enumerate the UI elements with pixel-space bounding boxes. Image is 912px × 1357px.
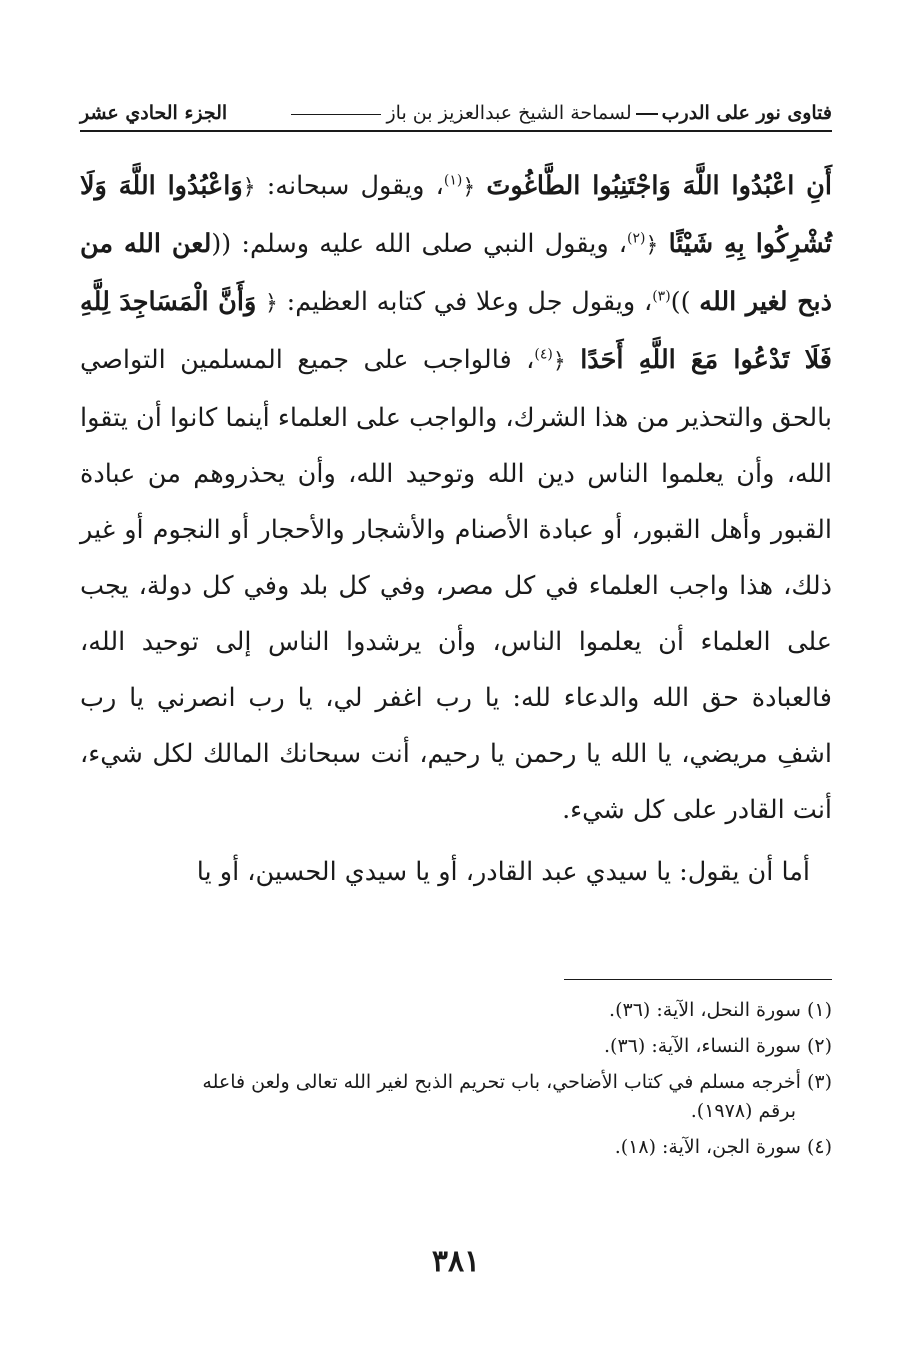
paragraph-2: أما أن يقول: يا سيدي عبد القادر، أو يا سيدي الحسين، أو يا [196,857,810,887]
book-title: فتاوى نور على الدرب [661,102,832,124]
header-separator-line [291,114,381,115]
main-text [80,158,832,900]
footnote-divider [564,979,832,980]
footnote-3 [80,1068,832,1126]
footnote-1 [80,996,832,1025]
page-number: ٣٨١ [431,1244,481,1279]
footnote-4 [80,1133,832,1162]
footnote-ref-1: (١) [443,172,463,189]
footnote-number: (٢) [806,1035,832,1057]
quran-verse-1: أَنِ اعْبُدُوا اللَّهَ وَاجْتَنِبُوا الطَّاغُوتَ [486,171,832,201]
bracket-ornament-icon: ﴿ [552,349,566,374]
footnote-text: سورة الجن، الآية: (١٨). [614,1136,801,1158]
text-run-4: ، ويقول جل وعلا في كتابه العظيم: [277,287,653,317]
text-run-1: ، ويقول سبحانه: [255,171,444,201]
volume-label: الجزء الحادي عشر [80,102,228,124]
text-run-2: ، ويقول النبي صلى الله عليه وسلم: (( [211,229,628,259]
bracket-ornament-icon: ﴿ [265,291,278,316]
footnote-number: (٤) [806,1136,832,1158]
bracket-ornament-icon: ﴿ [462,175,476,200]
bracket-ornament-icon: ﴿ [242,175,256,200]
header-left-group [285,102,833,124]
footnotes-section [80,996,832,1169]
footnote-ref-3: (٣) [652,288,671,305]
running-header [80,96,832,132]
footnote-number: (٣) [806,1071,832,1093]
footnote-ref-2: (٢) [627,230,646,247]
quran-verse-3: وَأَنَّ الْمَسَاجِدَ لِلَّهِ فَلَا تَدْعُوا مَعَ اللَّهِ أَحَدًا [80,287,832,375]
text-run-5: ، فالواجب على جميع المسلمين التواصي بالحق والتحذير من هذا الشرك، والواجب على العلماء أينما كانوا أن يتقوا الله، وأن يعلموا الناس دين الله وتوحيد الله، وأن يحذروهم من عبادة القبور وأهل القبور، أو عبادة الأصنام والأشجار والأحجار أو النجوم أو غير ذلك، هذا واجب العلماء في كل مصر، وفي كل بلد وفي كل دولة، يجب على العلماء أن يعلموا الناس، وأن يرشدوا الناس إلى توحيد الله، فالعبادة حق الله والدعاء لله: يا رب اغفر لي، يا رب انصرني يا رب اشفِ مريضي، يا الله يا رحمن يا رحيم، أنت سبحانك المالك لكل شيء، أنت القادر على كل شيء. [80,345,832,825]
footnote-text: أخرجه مسلم في كتاب الأضاحي، باب تحريم الذبح لغير الله تعالى ولعن فاعله [202,1071,801,1093]
footnote-ref-4: (٤) [534,346,553,363]
author-name: لسماحة الشيخ عبدالعزيز بن باز [386,102,632,124]
footnote-number: (١) [806,999,832,1021]
header-dash [636,113,658,115]
text-run-3: )) [670,287,700,317]
footnote-2 [80,1032,832,1061]
footnote-text: سورة النحل، الآية: (٣٦). [609,999,801,1021]
bracket-ornament-icon: ﴿ [645,233,659,258]
paragraph-1 [80,158,832,838]
footnote-text-continuation: برقم (١٩٧٨). [690,1100,796,1122]
quran-verse-2: وَاعْبُدُوا اللَّهَ وَلَا تُشْرِكُوا بِهِ شَيْئًا [80,171,833,259]
footnote-text: سورة النساء، الآية: (٣٦). [604,1035,801,1057]
hadith-text: لعن الله من ذبح لغير الله [80,229,832,317]
